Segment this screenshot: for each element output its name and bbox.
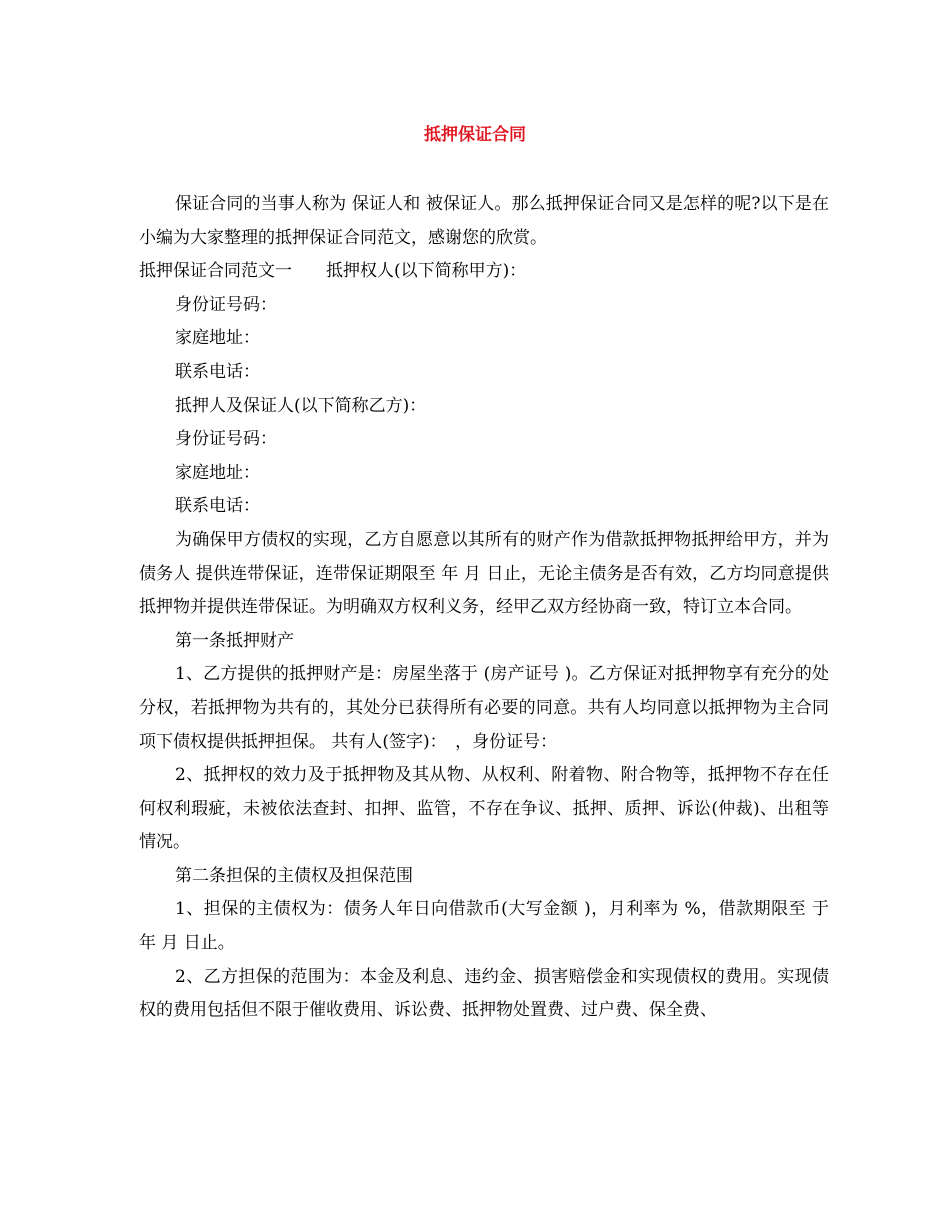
article-2-heading: 第二条担保的主债权及担保范围 — [175, 865, 413, 886]
paragraph-party-b-address: 家庭地址： — [175, 462, 260, 483]
paragraph-preamble: 为确保甲方债权的实现，乙方自愿意以其所有的财产作为借款抵押物抵押给甲方，并为债务人 提供连带保证，连带保证期限至 年 月 日止，无论主债务是否有效，乙方均同意提供抵押物并提供连带保证。为明确双方权利义务，经甲乙双方经协商一致，特订立本合同。 — [139, 529, 829, 618]
paragraph-party-b-phone: 联系电话： — [175, 496, 260, 517]
paragraph-party-b-id: 身份证号码： — [175, 429, 277, 450]
paragraph-party-a-id: 身份证号码： — [175, 294, 277, 315]
article-1-heading: 第一条抵押财产 — [175, 630, 294, 651]
paragraph-party-b-heading: 抵押人及保证人(以下简称乙方)： — [175, 395, 427, 416]
article-1-clause-1: 1、乙方提供的抵押财产是：房屋坐落于 (房产证号 )。乙方保证对抵押物享有充分的处分权，若抵押物为共有的，其处分已获得所有必要的同意。共有人均同意以抵押物为主合同项下债权提供抵押担保。 共有人(签字)： ，身份证号： — [139, 664, 829, 752]
paragraph-party-a-address: 家庭地址： — [175, 328, 260, 349]
article-1-clause-2: 2、抵押权的效力及于抵押物及其从物、从权利、附着物、附合物等，抵押物不存在任何权利瑕疵，未被依法查封、扣押、监管，不存在争议、抵押、质押、诉讼(仲裁)、出租等情况。 — [139, 765, 829, 853]
paragraph-party-a-phone: 联系电话： — [175, 361, 260, 382]
paragraph-intro: 保证合同的当事人称为 保证人和 被保证人。那么抵押保证合同又是怎样的呢?以下是在小编为大家整理的抵押保证合同范文，感谢您的欣赏。 — [139, 194, 829, 248]
article-2-clause-1: 1、担保的主债权为：债务人年日向借款币(大写金额 )，月利率为 %，借款期限至 于 年 月 日止。 — [139, 899, 829, 954]
article-2-clause-2: 2、乙方担保的范围为：本金及利息、违约金、损害赔偿金和实现债权的费用。实现债权的费用包括但不限于催收费用、诉讼费、抵押物处置费、过户费、保全费、 — [139, 966, 829, 1021]
document-body — [139, 188, 829, 1028]
document-title: 抵押保证合同 — [424, 125, 526, 145]
paragraph-sample-heading: 抵押保证合同范文一 抵押权人(以下简称甲方)： — [139, 261, 527, 282]
